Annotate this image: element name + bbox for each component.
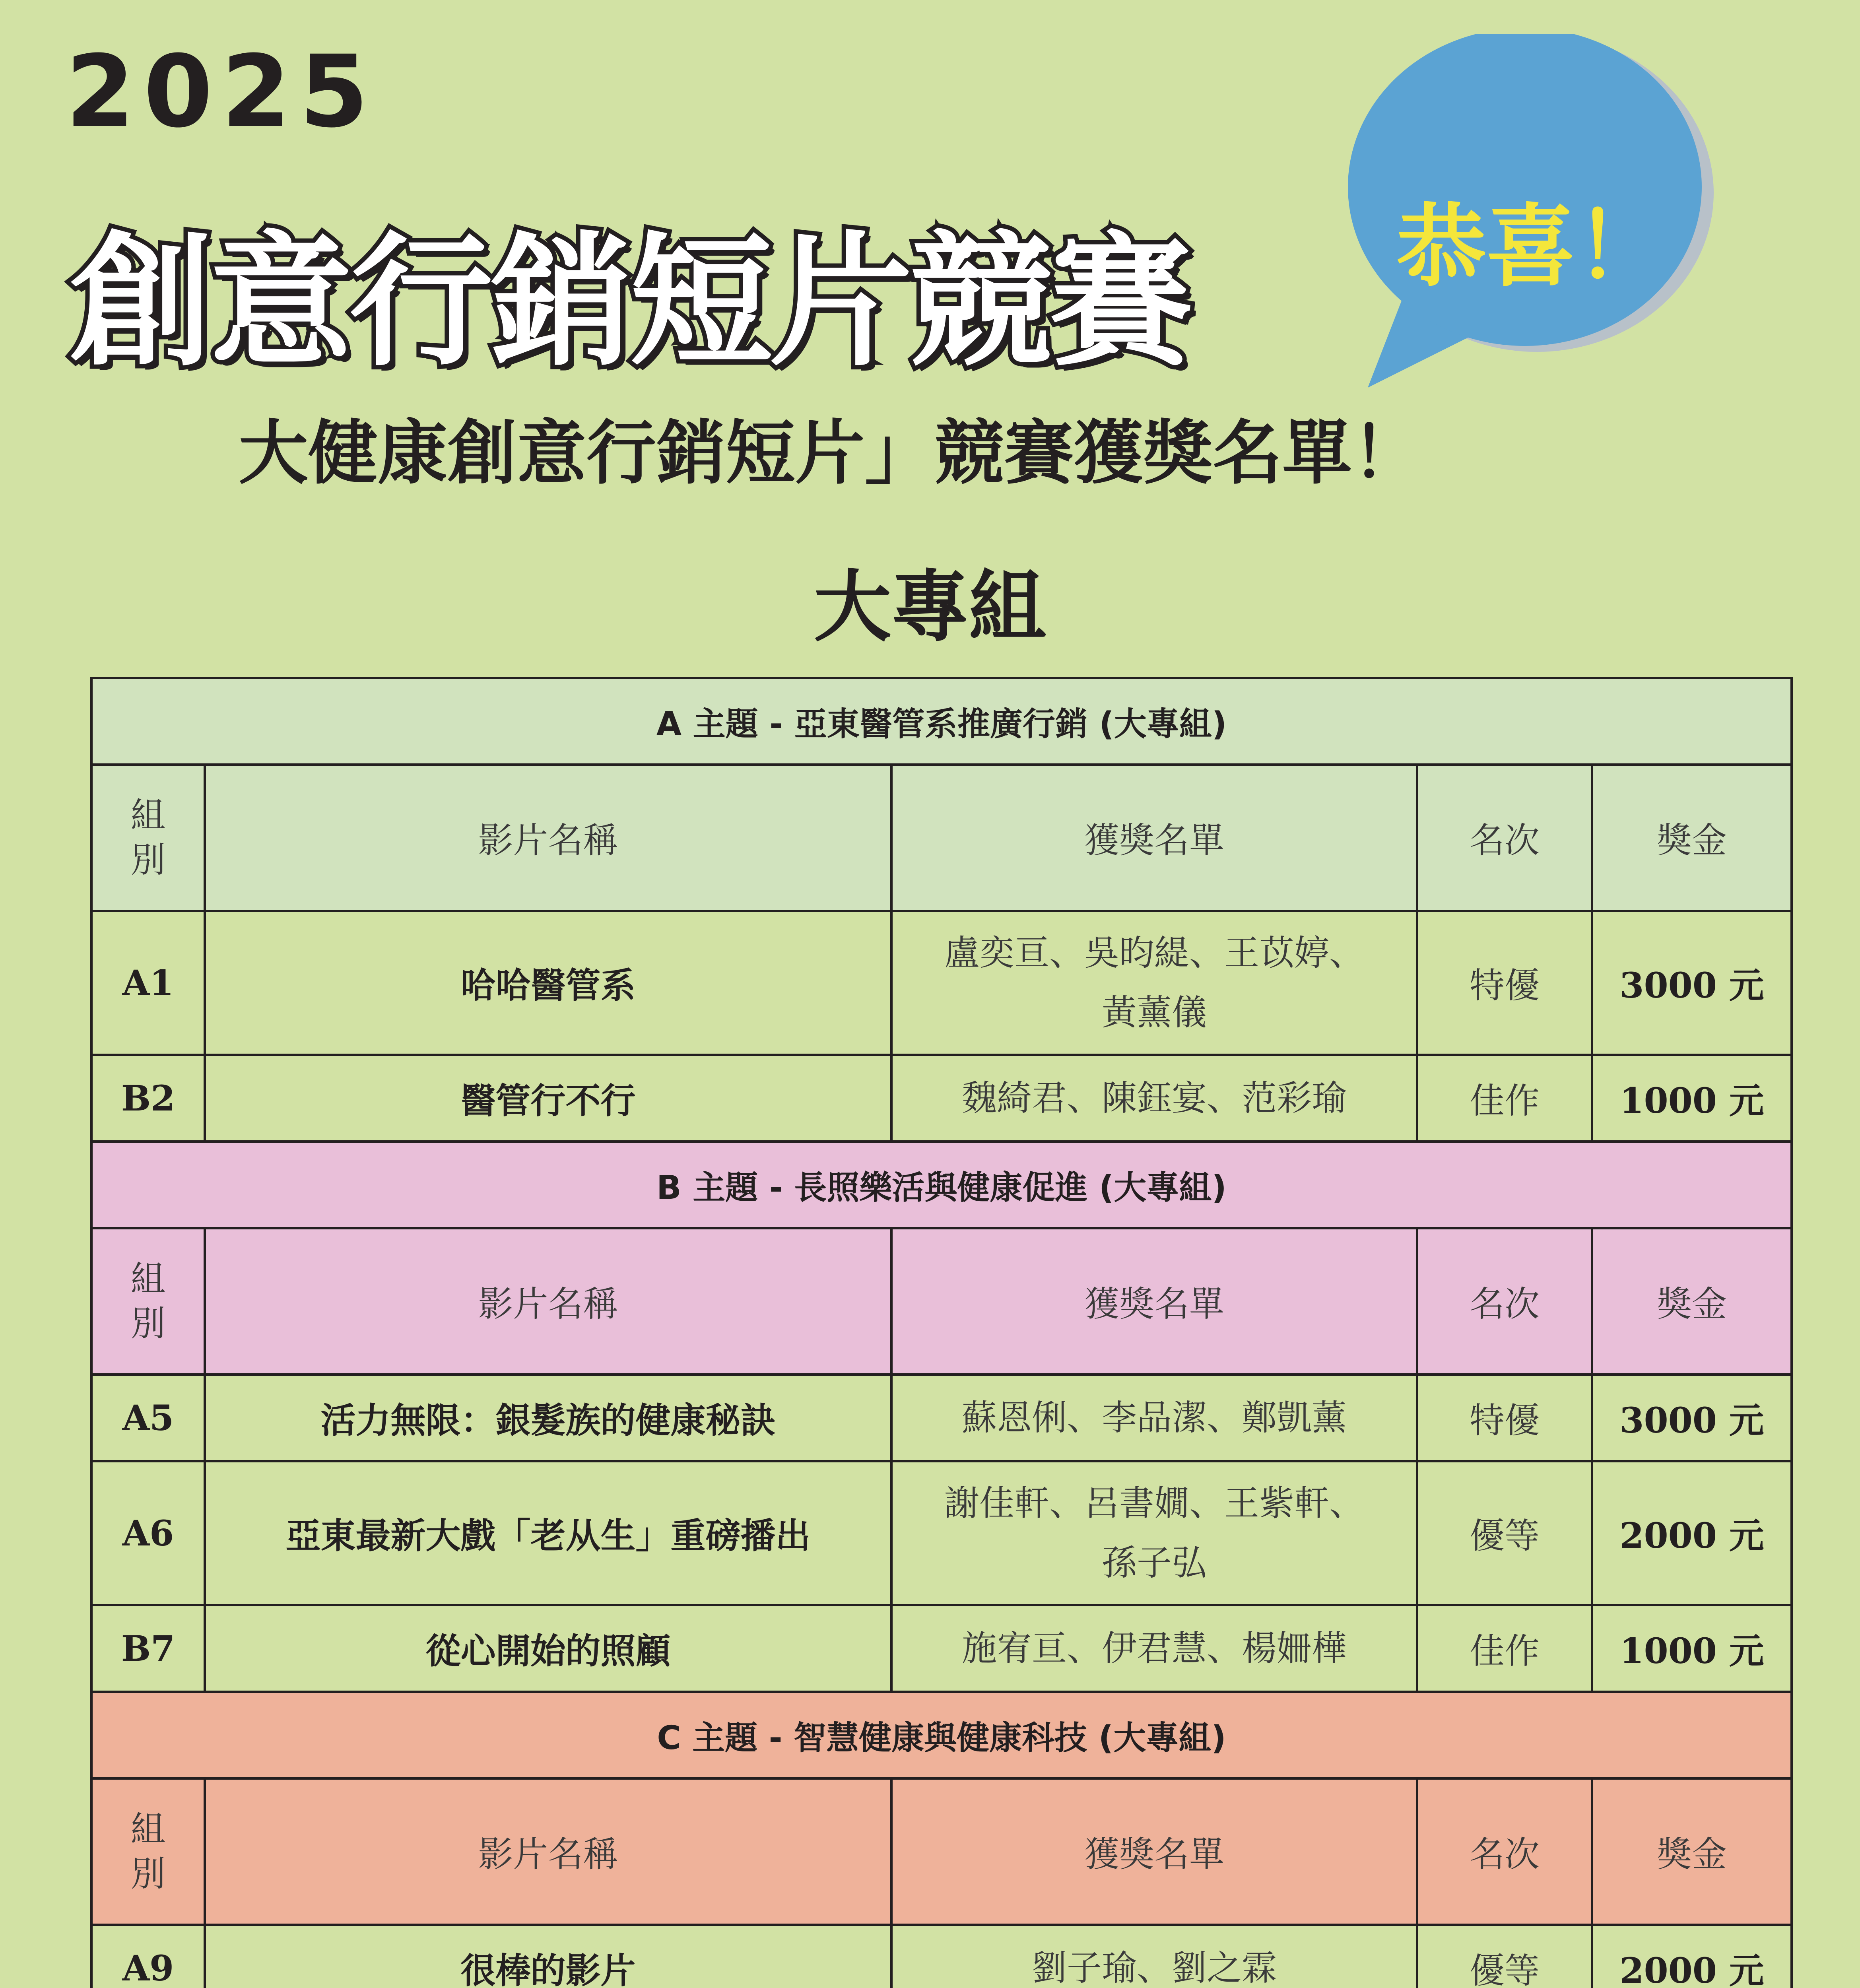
congrats-text: 恭喜！	[1396, 195, 1665, 299]
team-code: B7	[91, 1605, 205, 1692]
prize-column-header: 獎金	[1592, 1228, 1792, 1375]
team-code: B2	[91, 1055, 205, 1142]
winner-names: 蘇恩俐、李品潔、鄭凱薰	[891, 1375, 1417, 1461]
rank: 特優	[1417, 1375, 1592, 1461]
prize-amount: 1000 元	[1592, 1055, 1792, 1142]
prize-column-header: 獎金	[1592, 765, 1792, 911]
table-row	[91, 1925, 1792, 1988]
table-row	[91, 1461, 1792, 1605]
rank: 特優	[1417, 911, 1592, 1055]
theme-c-header	[91, 1692, 1792, 1778]
group-column-header: 組 別	[91, 1778, 205, 1925]
group-column-header: 組 別	[91, 1228, 205, 1375]
rank-column-header: 名次	[1417, 1778, 1592, 1925]
rank: 佳作	[1417, 1605, 1592, 1692]
table-row	[91, 1055, 1792, 1142]
rank-column-header: 名次	[1417, 1228, 1592, 1375]
film-title: 很棒的影片	[205, 1925, 891, 1988]
rank-column-header: 名次	[1417, 765, 1592, 911]
winner-names: 施宥亘、伊君慧、楊姍樺	[891, 1605, 1417, 1692]
prize-column-header: 獎金	[1592, 1778, 1792, 1925]
film-title: 亞東最新大戲「老从生」重磅播出	[205, 1461, 891, 1605]
team-code: A6	[91, 1461, 205, 1605]
main-title: 創意行銷短片競賽	[70, 219, 1189, 385]
speech-bubble	[1340, 34, 1722, 404]
theme-title: C 主題 - 智慧健康與健康科技 (大專組)	[91, 1692, 1792, 1778]
prize-amount: 1000 元	[1592, 1605, 1792, 1692]
rank: 優等	[1417, 1461, 1592, 1605]
year-label: 2025	[66, 34, 377, 149]
winners-column-header: 獲獎名單	[891, 1778, 1417, 1925]
column-header-row	[91, 765, 1792, 911]
winners-column-header: 獲獎名單	[891, 765, 1417, 911]
winners-column-header: 獲獎名單	[891, 1228, 1417, 1375]
film-column-header: 影片名稱	[205, 1778, 891, 1925]
column-header-row	[91, 1778, 1792, 1925]
winner-names: 盧奕亘、吳昀緹、王苡婷、 黃薰儀	[891, 911, 1417, 1055]
theme-b-header	[91, 1142, 1792, 1228]
prize-amount: 2000 元	[1592, 1461, 1792, 1605]
film-title: 從心開始的照顧	[205, 1605, 891, 1692]
table-row	[91, 911, 1792, 1055]
film-title: 活力無限：銀髮族的健康秘訣	[205, 1375, 891, 1461]
group-title: 大專組	[814, 562, 1046, 652]
theme-title: B 主題 - 長照樂活與健康促進 (大專組)	[91, 1142, 1792, 1228]
column-header-row	[91, 1228, 1792, 1375]
team-code: A5	[91, 1375, 205, 1461]
film-column-header: 影片名稱	[205, 1228, 891, 1375]
winner-names: 魏綺君、陳鈺宴、范彩瑜	[891, 1055, 1417, 1142]
prize-amount: 3000 元	[1592, 1375, 1792, 1461]
theme-title: A 主題 - 亞東醫管系推廣行銷 (大專組)	[91, 678, 1792, 765]
film-column-header: 影片名稱	[205, 765, 891, 911]
group-column-header: 組 別	[91, 765, 205, 911]
prize-amount: 2000 元	[1592, 1925, 1792, 1988]
team-code: A9	[91, 1925, 205, 1988]
team-code: A1	[91, 911, 205, 1055]
subtitle: 大健康創意行銷短片」競賽獲獎名單！	[239, 413, 1421, 494]
rank: 佳作	[1417, 1055, 1592, 1142]
film-title: 哈哈醫管系	[205, 911, 891, 1055]
rank: 優等	[1417, 1925, 1592, 1988]
theme-a-header	[91, 678, 1792, 765]
table-row	[91, 1375, 1792, 1461]
film-title: 醫管行不行	[205, 1055, 891, 1142]
prize-amount: 3000 元	[1592, 911, 1792, 1055]
winner-names: 劉子瑜、劉之霖	[891, 1925, 1417, 1988]
awards-table	[90, 677, 1793, 1988]
table-row	[91, 1605, 1792, 1692]
winner-names: 謝佳軒、呂書嫺、王紫軒、 孫子弘	[891, 1461, 1417, 1605]
